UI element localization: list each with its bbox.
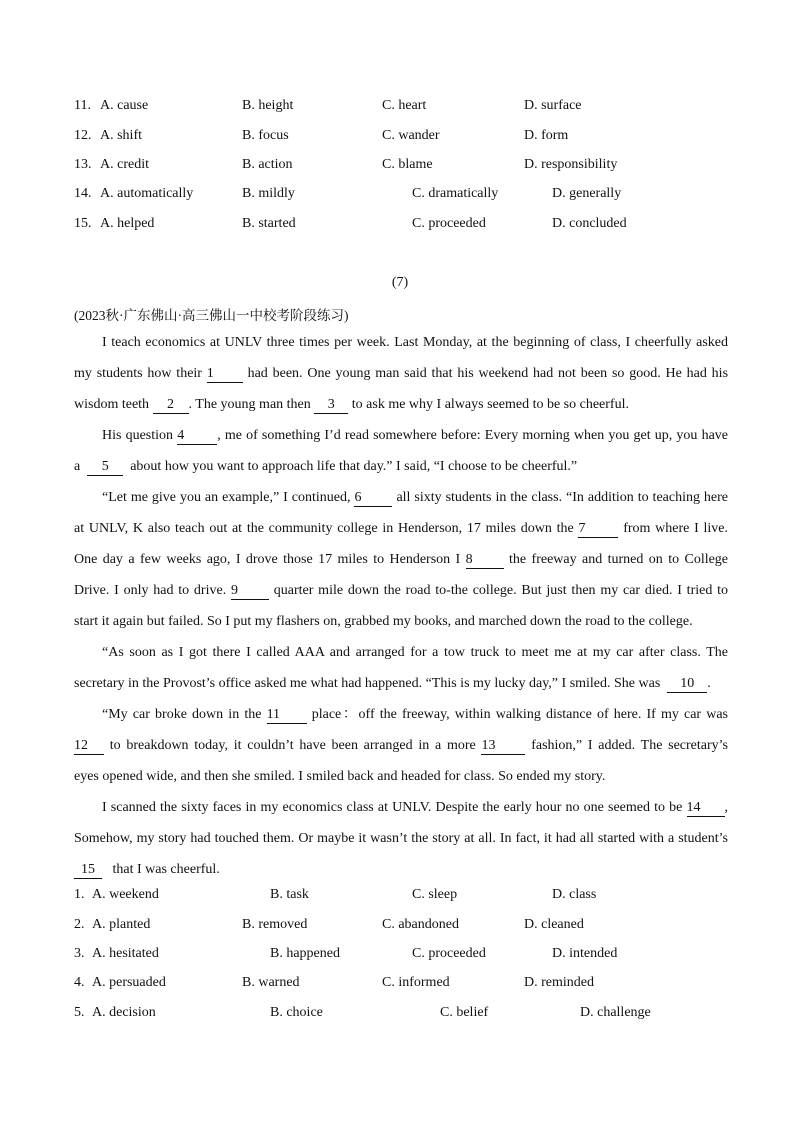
passage-text: a <box>74 459 81 474</box>
passage-line <box>74 829 728 860</box>
option-a: A. shift <box>100 128 142 143</box>
option-a: A. decision <box>92 1005 156 1020</box>
passage-text: all sixty students in the class. “In addition to teaching here <box>396 490 729 505</box>
passage-line <box>74 457 728 488</box>
passage-line <box>74 705 728 736</box>
passage-text: “My car broke down in the <box>102 707 262 722</box>
question-number: 14. <box>74 186 92 201</box>
passage-line <box>74 736 728 767</box>
option-c: C. blame <box>382 157 433 172</box>
option-b: B. happened <box>270 946 340 961</box>
passage-text: the freeway and turned on to College <box>509 552 729 567</box>
blank-4[interactable]: 4 <box>177 428 217 445</box>
section-number: (7) <box>391 275 409 290</box>
option-a: A. weekend <box>92 887 159 902</box>
passage-line <box>74 395 728 426</box>
option-b: B. height <box>242 98 294 113</box>
question-number: 12. <box>74 128 92 143</box>
question-number: 4. <box>74 975 85 990</box>
passage-text: to breakdown today, it couldn’t have been arranged in a more <box>109 738 476 753</box>
option-d: D. responsibility <box>524 157 618 172</box>
question-number: 15. <box>74 216 92 231</box>
option-d: D. intended <box>552 946 618 961</box>
passage-line <box>74 798 728 829</box>
option-c: C. proceeded <box>412 216 486 231</box>
option-b: B. task <box>270 887 309 902</box>
option-d: D. surface <box>524 98 582 113</box>
blank-11[interactable]: 11 <box>267 707 307 724</box>
blank-3[interactable]: 3 <box>314 397 348 414</box>
passage-line <box>74 426 728 457</box>
passage <box>74 333 728 891</box>
passage-text: I teach economics at UNLV three times per week. Last Monday, at the beginning of class, I cheerfully asked <box>102 335 728 350</box>
passage-text: . The young man then <box>188 397 311 412</box>
option-c: C. dramatically <box>412 186 499 201</box>
passage-line <box>74 519 728 550</box>
option-d: D. form <box>524 128 569 143</box>
passage-text: eyes opened wide, and then she smiled. I smiled back and headed for class. So ended my story. <box>74 769 606 784</box>
blank-5[interactable]: 5 <box>87 459 123 476</box>
option-c: C. informed <box>382 975 450 990</box>
passage-text: , <box>724 800 729 815</box>
source-note: (2023秋·广东佛山·高三佛山一中校考阶段练习) <box>74 308 349 323</box>
blank-10[interactable]: 10 <box>667 676 707 693</box>
blank-1[interactable]: 1 <box>207 366 243 383</box>
option-a: A. credit <box>100 157 149 172</box>
passage-line <box>74 674 728 705</box>
option-d: D. concluded <box>552 216 627 231</box>
blank-7[interactable]: 7 <box>578 521 618 538</box>
option-c: C. heart <box>382 98 427 113</box>
blank-9[interactable]: 9 <box>231 583 269 600</box>
option-b: B. removed <box>242 917 308 932</box>
option-d: D. class <box>552 887 597 902</box>
passage-text: my students how their <box>74 366 202 381</box>
passage-line <box>74 581 728 612</box>
option-b: B. focus <box>242 128 289 143</box>
passage-line <box>74 488 728 519</box>
passage-text: wisdom teeth <box>74 397 150 412</box>
option-c: C. belief <box>440 1005 489 1020</box>
option-c: C. proceeded <box>412 946 486 961</box>
option-d: D. challenge <box>580 1005 651 1020</box>
passage-text: Drive. I only had to drive. <box>74 583 227 598</box>
passage-text: Somehow, my story had touched them. Or maybe it wasn’t the story at all. In fact, it had all started with a student’s <box>74 831 728 846</box>
passage-text: start it again but failed. So I put my flashers on, grabbed my books, and marched down the road to the college. <box>74 614 693 629</box>
passage-line <box>74 333 728 364</box>
passage-line <box>74 612 728 643</box>
passage-text: about how you want to approach life that day.” I said, “I choose to be cheerful.” <box>130 459 578 474</box>
passage-text: at UNLV, K also teach out at the community college in Henderson, 17 miles down the <box>74 521 574 536</box>
passage-text: place：off the freeway, within walking distance of here. If my car was <box>311 707 728 722</box>
passage-text: from where I live. <box>623 521 728 536</box>
passage-text: I scanned the sixty faces in my economics class at UNLV. Despite the early hour no one seemed to be <box>102 800 683 815</box>
passage-line <box>74 767 728 798</box>
passage-text: fashion,” I added. The secretary’s <box>531 738 729 753</box>
passage-text: , me of something I’d read somewhere before: Every morning when you get up, you have <box>217 428 729 443</box>
option-c: C. wander <box>382 128 440 143</box>
option-d: D. cleaned <box>524 917 584 932</box>
passage-text: “Let me give you an example,” I continued, <box>102 490 351 505</box>
option-a: A. hesitated <box>92 946 159 961</box>
passage-line <box>74 860 728 891</box>
option-d: D. reminded <box>524 975 594 990</box>
option-b: B. warned <box>242 975 300 990</box>
question-number: 5. <box>74 1005 85 1020</box>
option-d: D. generally <box>552 186 622 201</box>
passage-line <box>74 643 728 674</box>
option-b: B. choice <box>270 1005 323 1020</box>
blank-2[interactable]: 2 <box>153 397 189 414</box>
passage-text: . <box>707 676 711 691</box>
question-number: 11. <box>74 98 91 113</box>
question-number: 1. <box>74 887 85 902</box>
option-a: A. cause <box>100 98 149 113</box>
option-b: B. started <box>242 216 296 231</box>
blank-6[interactable]: 6 <box>354 490 392 507</box>
option-a: A. helped <box>100 216 155 231</box>
passage-line <box>74 364 728 395</box>
blank-15[interactable]: 15 <box>74 862 102 879</box>
passage-text: His question <box>102 428 174 443</box>
passage-line <box>74 550 728 581</box>
option-c: C. abandoned <box>382 917 459 932</box>
option-a: A. persuaded <box>92 975 166 990</box>
blank-8[interactable]: 8 <box>466 552 504 569</box>
passage-text: quarter mile down the road to-the college. But just then my car died. I tried to <box>273 583 729 598</box>
passage-text: “As soon as I got there I called AAA and arranged for a tow truck to meet me at my car after class. The <box>102 645 728 660</box>
passage-text: secretary in the Provost’s office asked me what had happened. “This is my lucky day,” I smiled. She was <box>74 676 661 691</box>
passage-text: One day a few weeks ago, I drove those 17 miles to Henderson I <box>74 552 461 567</box>
option-a: A. planted <box>92 917 151 932</box>
option-b: B. mildly <box>242 186 295 201</box>
question-number: 13. <box>74 157 92 172</box>
question-number: 3. <box>74 946 85 961</box>
passage-text: that I was cheerful. <box>112 862 220 877</box>
option-a: A. automatically <box>100 186 194 201</box>
blank-14[interactable]: 14 <box>687 800 725 817</box>
passage-text: to ask me why I always seemed to be so cheerful. <box>351 397 629 412</box>
blank-13[interactable]: 13 <box>481 738 525 755</box>
question-number: 2. <box>74 917 85 932</box>
option-b: B. action <box>242 157 293 172</box>
option-c: C. sleep <box>412 887 458 902</box>
passage-text: had been. One young man said that his weekend had not been so good. He had his <box>247 366 729 381</box>
blank-12[interactable]: 12 <box>74 738 104 755</box>
